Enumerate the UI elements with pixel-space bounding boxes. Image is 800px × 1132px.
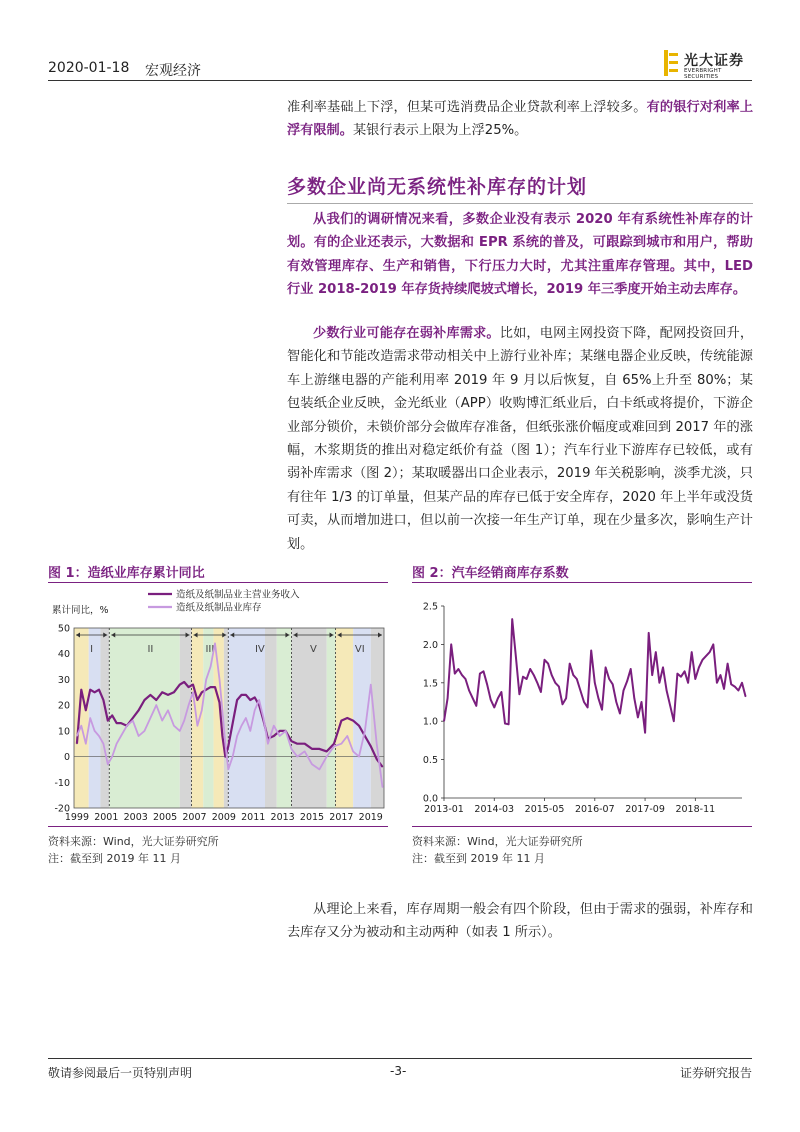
data-point-39	[584, 702, 585, 703]
data-point-51	[627, 681, 628, 682]
phase-shading-0	[74, 628, 89, 808]
figure1-source: 资料来源：Wind，光大证券研究所	[48, 835, 219, 848]
data-point-0-15	[150, 694, 151, 695]
data-point-62	[666, 690, 667, 691]
data-point-71	[698, 667, 699, 668]
data-point-1-48	[312, 764, 313, 765]
x-tick-label-1: 2001	[94, 812, 119, 823]
data-point-1-8	[112, 756, 113, 757]
data-point-1-4	[94, 730, 95, 731]
x-tick-label-4: 2017-09	[625, 804, 665, 815]
paragraph-rate-tail: 某银行表示上限为上浮25%。	[352, 123, 528, 139]
paragraph-weak-restock-lead: 少数行业可能存在弱补库需求。	[313, 326, 500, 341]
data-point-37	[576, 678, 577, 679]
y-tick-label-5: 2.5	[422, 601, 438, 613]
data-point-61	[663, 667, 664, 668]
data-point-0-43	[279, 730, 280, 731]
data-point-72	[702, 659, 703, 660]
phase-label-0: I	[90, 644, 94, 655]
paragraph-rate-emphasis: 有的银行对利率上浮有限制。	[287, 100, 754, 139]
data-point-34	[566, 698, 567, 699]
data-point-1-16	[156, 705, 157, 706]
data-point-82	[738, 690, 739, 691]
data-point-1-45	[291, 748, 292, 749]
data-point-0-10	[121, 723, 122, 724]
data-point-13	[490, 699, 491, 700]
y-tick-label-1: 0.5	[422, 755, 438, 767]
data-point-1-40	[263, 718, 264, 719]
data-point-81	[734, 686, 735, 687]
data-point-5	[461, 675, 462, 676]
data-point-0-12	[132, 718, 133, 719]
logo-mark-icon	[664, 50, 680, 76]
logo-text-cn: 光大证券	[684, 53, 744, 69]
data-point-8	[472, 698, 473, 699]
data-point-27	[540, 692, 541, 693]
data-point-0-30	[222, 736, 223, 737]
data-point-1-49	[319, 769, 320, 770]
data-point-1-9	[116, 743, 117, 744]
data-point-75	[713, 644, 714, 645]
data-point-1-51	[334, 746, 335, 747]
data-point-0-8	[112, 715, 113, 716]
data-point-1-18	[168, 710, 169, 711]
data-point-80	[731, 684, 732, 685]
phase-shading-14	[336, 628, 354, 808]
data-point-79	[727, 663, 728, 664]
x-tick-label-8: 2015	[299, 812, 325, 823]
data-point-23	[526, 678, 527, 679]
x-tick-label-10: 2019	[358, 812, 383, 823]
data-point-1-1	[81, 725, 82, 726]
figure1-title: 图 1：造纸业库存累计同比	[48, 566, 205, 581]
paragraph-weak-restock-body: 比如，电网主网投资下降，配网投资回升，智能化和节能改造需求带动相关中上游行业补库；某继电器企业反映，传统能源车上游继电器的产能利用率 2019 年 9 月以后恢复，自 65%上升至 80%；某包装纸企业反映，金光纸业（APP）收购博汇纸业后，白卡纸或将提价，下游企业部分锁价，未锁价部分会做库存准备，但纸张涨价幅度或难回到 2017 年的涨幅，木浆期货的推出对稳定纸价有益（图 1）；汽车行业下游库存已较低，或有弱补库需求（图 2）；某取暖器出口企业表示，2019 年关税影响，淡季尤淡，只有往年 1/3 的订单量，但某产品的库存已低于安全库存，2020 年上半年或没货可卖，从而增加进口，但以前一次接一年生产订单，现在少量多次，影响生产计划。	[287, 326, 754, 552]
data-point-0-5	[98, 689, 99, 690]
y-tick-label-4: 20	[57, 700, 70, 712]
data-point-28	[544, 659, 545, 660]
x-tick-label-9: 2017	[329, 812, 354, 823]
data-point-22	[522, 676, 523, 677]
figure1-chart	[48, 586, 390, 824]
y-axis-label: 累计同比，%	[52, 605, 109, 616]
data-point-1-47	[304, 751, 305, 752]
data-point-0-54	[353, 720, 354, 721]
data-point-1-52	[341, 743, 342, 744]
data-point-60	[659, 682, 660, 683]
data-point-21	[519, 694, 520, 695]
data-point-6	[465, 678, 466, 679]
x-tick-label-4: 2007	[182, 812, 207, 823]
data-point-77	[720, 675, 721, 676]
data-point-67	[684, 671, 685, 672]
data-point-1-15	[150, 718, 151, 719]
data-point-40	[587, 707, 588, 708]
data-point-53	[634, 698, 635, 699]
data-point-18	[508, 724, 509, 725]
data-point-30	[551, 675, 552, 676]
phase-label-3: IV	[254, 644, 265, 655]
data-point-16	[501, 692, 502, 693]
figure2-note: 注：截至到 2019 年 11 月	[412, 852, 545, 865]
data-point-66	[680, 676, 681, 677]
y-tick-label-2: 0	[63, 752, 70, 764]
data-point-1-55	[359, 756, 360, 757]
data-point-1-7	[107, 764, 108, 765]
data-point-0-50	[326, 751, 327, 752]
data-point-0-49	[319, 748, 320, 749]
data-point-0-17	[162, 692, 163, 693]
paragraph-rate-text: 准利率基础上下浮，但某可选消费品企业贷款利率上浮较多。	[287, 100, 647, 115]
data-point-0-28	[215, 687, 216, 688]
data-point-15	[497, 698, 498, 699]
figure1-top-rule	[48, 582, 388, 583]
data-point-1-11	[126, 725, 127, 726]
data-point-0-23	[193, 684, 194, 685]
data-point-24	[530, 668, 531, 669]
data-point-0-21	[184, 682, 185, 683]
data-point-1-14	[144, 730, 145, 731]
data-point-4	[458, 668, 459, 669]
x-tick-label-3: 2005	[152, 812, 178, 823]
data-point-20	[515, 655, 516, 656]
data-point-0-29	[219, 702, 220, 703]
data-point-11	[483, 671, 484, 672]
data-point-0-46	[297, 743, 298, 744]
data-point-0-6	[103, 700, 104, 701]
data-point-1-0	[76, 736, 77, 737]
data-point-0-20	[179, 684, 180, 685]
data-point-1-59	[382, 787, 383, 788]
y-tick-label-0: 0.0	[422, 793, 438, 805]
data-point-0-36	[245, 694, 246, 695]
data-point-12	[487, 684, 488, 685]
data-point-1-29	[219, 679, 220, 680]
legend-label-0: 造纸及纸制品业主营业务收入	[176, 589, 300, 601]
data-point-1-19	[173, 725, 174, 726]
data-point-76	[716, 682, 717, 683]
data-point-0-16	[156, 700, 157, 701]
data-point-1-57	[370, 684, 371, 685]
data-point-26	[537, 682, 538, 683]
y-tick-label-0: -20	[54, 803, 70, 815]
data-point-0-2	[85, 710, 86, 711]
data-point-1-30	[222, 710, 223, 711]
phase-shading-10	[265, 628, 277, 808]
data-point-14	[494, 707, 495, 708]
phase-shading-13	[327, 628, 336, 808]
legend-label-1: 造纸及纸制品业库存	[176, 602, 262, 614]
data-point-32	[558, 686, 559, 687]
footer-rule	[48, 1058, 752, 1059]
data-point-1-20	[179, 730, 180, 731]
data-point-1-33	[232, 756, 233, 757]
everbright-logo	[664, 50, 754, 78]
data-point-0-19	[173, 692, 174, 693]
data-point-1-24	[197, 725, 198, 726]
footer-page-number: -3-	[390, 1064, 407, 1078]
data-point-0-22	[188, 687, 189, 688]
data-point-10	[479, 673, 480, 674]
data-point-48	[616, 702, 617, 703]
data-point-0-35	[241, 694, 242, 695]
data-point-63	[670, 705, 671, 706]
data-point-25	[533, 675, 534, 676]
data-point-36	[573, 675, 574, 676]
data-point-0-24	[197, 700, 198, 701]
data-point-2	[451, 644, 452, 645]
data-point-31	[555, 682, 556, 683]
data-point-1-32	[228, 769, 229, 770]
data-point-1-2	[85, 743, 86, 744]
data-point-0-47	[304, 743, 305, 744]
data-point-0-42	[273, 736, 274, 737]
phase-label-2: III	[205, 644, 215, 655]
data-point-9	[476, 705, 477, 706]
data-point-0-9	[116, 723, 117, 724]
data-point-41	[591, 650, 592, 651]
data-point-1-28	[215, 643, 216, 644]
data-point-1-22	[188, 705, 189, 706]
data-point-1-3	[90, 718, 91, 719]
figure2-title: 图 2：汽车经销商库存系数	[412, 566, 569, 581]
data-point-0-38	[254, 697, 255, 698]
x-tick-label-2: 2015-05	[524, 804, 565, 815]
data-point-1-21	[184, 720, 185, 721]
data-point-0-57	[370, 746, 371, 747]
data-point-54	[637, 717, 638, 718]
data-point-0-59	[382, 766, 383, 767]
phase-shading-15	[353, 628, 371, 808]
data-point-0-32	[228, 746, 229, 747]
phase-shading-12	[291, 628, 326, 808]
y-tick-label-6: 40	[57, 649, 70, 661]
data-point-29	[548, 663, 549, 664]
data-point-55	[641, 702, 642, 703]
data-point-49	[619, 713, 620, 714]
x-tick-label-5: 2018-11	[675, 804, 716, 815]
data-point-64	[673, 721, 674, 722]
logo-text-en: EVERBRIGHT SECURITIES	[684, 68, 722, 80]
data-point-0-13	[138, 710, 139, 711]
data-point-83	[742, 682, 743, 683]
data-point-0-45	[291, 741, 292, 742]
phase-label-1: II	[147, 644, 154, 655]
phase-shading-8	[224, 628, 228, 808]
data-point-19	[512, 619, 513, 620]
data-point-1-36	[245, 718, 246, 719]
data-point-1-35	[241, 725, 242, 726]
data-point-74	[709, 652, 710, 653]
data-point-0-4	[94, 692, 95, 693]
data-point-38	[580, 690, 581, 691]
data-point-0-51	[334, 743, 335, 744]
data-point-1-58	[376, 743, 377, 744]
series-line-inventory-ratio	[444, 619, 746, 733]
data-point-56	[645, 732, 646, 733]
data-point-59	[655, 652, 656, 653]
data-point-1-5	[98, 736, 99, 737]
data-point-0-7	[107, 720, 108, 721]
data-point-1-26	[206, 679, 207, 680]
figure2-chart	[412, 586, 752, 824]
data-point-0-48	[312, 748, 313, 749]
data-point-0-25	[201, 692, 202, 693]
phase-label-4: V	[310, 644, 317, 655]
phase-shading-3	[109, 628, 180, 808]
data-point-1-41	[267, 743, 268, 744]
x-tick-label-6: 2011	[241, 812, 266, 823]
x-tick-label-1: 2014-03	[474, 804, 515, 815]
data-point-1-12	[132, 720, 133, 721]
data-point-1-27	[210, 666, 211, 667]
data-point-69	[691, 652, 692, 653]
y-tick-label-7: 50	[57, 623, 70, 635]
data-point-1-37	[250, 730, 251, 731]
data-point-1-17	[162, 720, 163, 721]
data-point-1-46	[297, 756, 298, 757]
y-tick-label-3: 1.5	[422, 678, 438, 690]
data-point-1-56	[364, 730, 365, 731]
data-point-73	[706, 655, 707, 656]
y-tick-label-2: 1.0	[422, 716, 438, 728]
header-section: 宏观经济	[145, 63, 201, 79]
data-point-0-55	[359, 725, 360, 726]
figure2-source: 资料来源：Wind，光大证券研究所	[412, 835, 583, 848]
figure1-bottom-rule	[48, 826, 388, 827]
paragraph-rate	[287, 96, 753, 143]
data-point-1-39	[259, 700, 260, 701]
data-point-52	[630, 668, 631, 669]
data-point-1-10	[121, 736, 122, 737]
data-point-0-3	[90, 689, 91, 690]
data-point-0-27	[210, 687, 211, 688]
header-date: 2020-01-18	[48, 60, 130, 76]
x-tick-label-3: 2016-07	[574, 804, 615, 815]
y-tick-label-5: 30	[57, 674, 70, 686]
section-heading: 多数企业尚无系统性补库存的计划	[287, 176, 588, 198]
x-tick-label-0: 2013-01	[424, 804, 464, 815]
data-point-1-38	[254, 710, 255, 711]
paragraph-inventory-plan: 从我们的调研情况来看，多数企业没有表示 2020 年有系统性补库存的计划。有的企业还表示，大数据和 EPR 系统的普及，可跟踪到城市和用户，帮助有效管理库存、生产和销售，下行压力大时，尤其注重库存管理。其中，LED 行业 2018-2019 年存货持续爬坡式增长，2019 年三季度开始主动去库存。	[287, 212, 753, 298]
data-point-45	[605, 667, 606, 668]
data-point-78	[724, 688, 725, 689]
footer-disclaimer: 敬请参阅最后一页特别声明	[48, 1066, 193, 1080]
data-point-46	[609, 678, 610, 679]
data-point-7	[469, 690, 470, 691]
data-point-35	[569, 663, 570, 664]
data-point-57	[648, 632, 649, 633]
data-point-1-31	[225, 743, 226, 744]
data-point-3	[454, 673, 455, 674]
header-rule	[48, 80, 752, 81]
data-point-1-44	[285, 730, 286, 731]
figure2-bottom-rule	[412, 826, 752, 827]
data-point-58	[652, 675, 653, 676]
y-tick-label-4: 2.0	[422, 639, 438, 651]
figure2-top-rule	[412, 582, 752, 583]
phase-label-5: VI	[354, 644, 365, 655]
paragraph-cycle-theory: 从理论上来看，库存周期一般会有四个阶段，但由于需求的强弱，补库存和去库存又分为被动和主动两种（如表 1 所示）。	[287, 902, 753, 941]
data-point-0-1	[81, 689, 82, 690]
figure1-note: 注：截至到 2019 年 11 月	[48, 852, 181, 865]
data-point-0-18	[168, 694, 169, 695]
data-point-42	[594, 682, 595, 683]
footer-report-type: 证券研究报告	[680, 1066, 753, 1080]
data-point-50	[623, 690, 624, 691]
data-point-0-14	[144, 700, 145, 701]
paragraph-weak-restock	[287, 322, 753, 556]
data-point-17	[505, 723, 506, 724]
data-point-1-6	[103, 743, 104, 744]
data-point-1-53	[347, 736, 348, 737]
data-point-0-37	[250, 700, 251, 701]
data-point-68	[688, 682, 689, 683]
data-point-44	[601, 709, 602, 710]
data-point-65	[677, 673, 678, 674]
x-tick-label-7: 2013	[270, 812, 295, 823]
data-point-33	[562, 704, 563, 705]
data-point-1-34	[237, 736, 238, 737]
y-tick-label-3: 10	[57, 726, 70, 738]
data-point-0-58	[376, 759, 377, 760]
data-point-1-43	[279, 736, 280, 737]
x-tick-label-2: 2003	[123, 812, 148, 823]
data-point-1-54	[353, 751, 354, 752]
heading-rule	[287, 203, 753, 204]
data-point-70	[695, 678, 696, 679]
data-point-0-52	[341, 720, 342, 721]
data-point-0-33	[232, 723, 233, 724]
x-tick-label-5: 2009	[211, 812, 236, 823]
data-point-1-42	[273, 725, 274, 726]
data-point-0-31	[225, 756, 226, 757]
data-point-0	[444, 721, 445, 722]
data-point-84	[745, 696, 746, 697]
data-point-1-25	[201, 710, 202, 711]
data-point-0-0	[76, 743, 77, 744]
data-point-1	[447, 698, 448, 699]
data-point-1-23	[193, 692, 194, 693]
data-point-47	[612, 684, 613, 685]
data-point-0-26	[206, 689, 207, 690]
x-tick-label-0: 1999	[64, 812, 90, 823]
data-point-43	[598, 698, 599, 699]
y-tick-label-1: -10	[54, 777, 70, 789]
phase-shading-5	[192, 628, 204, 808]
data-point-0-53	[347, 718, 348, 719]
data-point-0-34	[237, 700, 238, 701]
data-point-1-13	[138, 736, 139, 737]
phase-shading-11	[277, 628, 292, 808]
data-point-1-50	[326, 756, 327, 757]
